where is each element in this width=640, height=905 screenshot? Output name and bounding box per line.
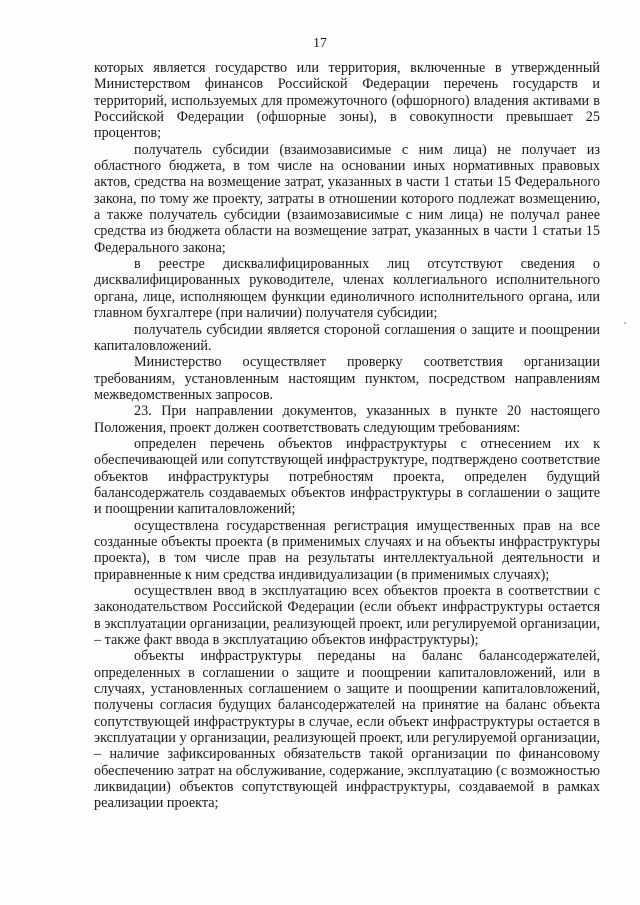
document-body (94, 60, 600, 812)
paragraph-subsidy-budget: получатель субсидии (взаимозависимые с ним лица) не получает из областного бюджета, в том числе на основании иных нормативных правовых актов, средства на возмещение затрат, указанных в части 1 статьи 15 Федерального закона, по тому же проекту, затраты в отношении которого подлежат возмещению, а также получатель субсидии (взаимозависимые с ним лица) не получал ранее средства из бюджета области на возмещение затрат, указанных в части 1 статьи 15 Федерального закона; (94, 141, 600, 256)
paragraph-balance-transfer: объекты инфраструктуры переданы на баланс балансодержателей, определенных в соглашении о защите и поощрении капиталовложений, или в случаях, установленных соглашением о защите и поощрении капиталовложений, получены согласия будущих балансодержателей на принятие на баланс объекта сопутствующей инфраструктуры в случае, если объект инфраструктуры остается в эксплуатации у организации, реализующей проект, или регулируемой организации, – наличие зафиксированных обязательств такой организации по финансовому обеспечению затрат на обслуживание, содержание, эксплуатацию (с возможностью ликвидации) объектов сопутствующей инфраструктуры, создаваемой в рамках реализации проекта; (94, 648, 600, 812)
paragraph-continuation: которых является государство или территория, включенные в утвержденный Министерством финансов Российской Федерации перечень государств и территорий, используемых для промежуточного (офшорного) владения активами в Российской Федерации (офшорные зоны), в совокупности превышает 25 процентов; (94, 60, 600, 142)
paragraph-clause-23: 23. При направлении документов, указанных в пункте 20 настоящего Положения, проект должен соответствовать следующим требованиям: (94, 403, 600, 436)
paragraph-ministry-check: Министерство осуществляет проверку соответствия организации требованиям, установленным настоящим пунктом, посредством направлениям межведомственных запросов. (94, 354, 600, 403)
paragraph-commissioning: осуществлен ввод в эксплуатацию всех объектов проекта в соответствии с законодательством Российской Федерации (если объект инфраструктуры остается в эксплуатации организации, реализующей проект, или регулируемой организации, – также факт ввода в эксплуатацию объектов инфраструктуры); (94, 583, 600, 649)
paragraph-disqualified-registry: в реестре дисквалифицированных лиц отсутствуют сведения о дисквалифицированных руководителе, членах коллегиального исполнительного органа, лице, исполняющем функции единоличного исполнительного органа, или главном бухгалтере (при наличии) получателя субсидии; (94, 256, 600, 322)
paragraph-agreement-party: получатель субсидии является стороной соглашения о защите и поощрении капиталовложений. (94, 321, 600, 354)
scan-speck (624, 322, 626, 324)
paragraph-state-registration: осуществлена государственная регистрация имущественных прав на все созданные объекты проекта (в применимых случаях и на объекты инфраструктуры проекта), в том числе прав на результаты интеллектуальной деятельности и приравненные к ним средства индивидуализации (в применимых случаях); (94, 517, 600, 583)
page-number: 17 (313, 36, 327, 51)
paragraph-infrastructure-list: определен перечень объектов инфраструктуры с отнесением их к обеспечивающей или сопутствующей инфраструктуре, подтверждено соответствие объектов инфраструктуры потребностям проекта, определен будущий балансодержатель создаваемых объектов инфраструктуры в соглашении о защите и поощрении капиталовложений; (94, 435, 600, 518)
